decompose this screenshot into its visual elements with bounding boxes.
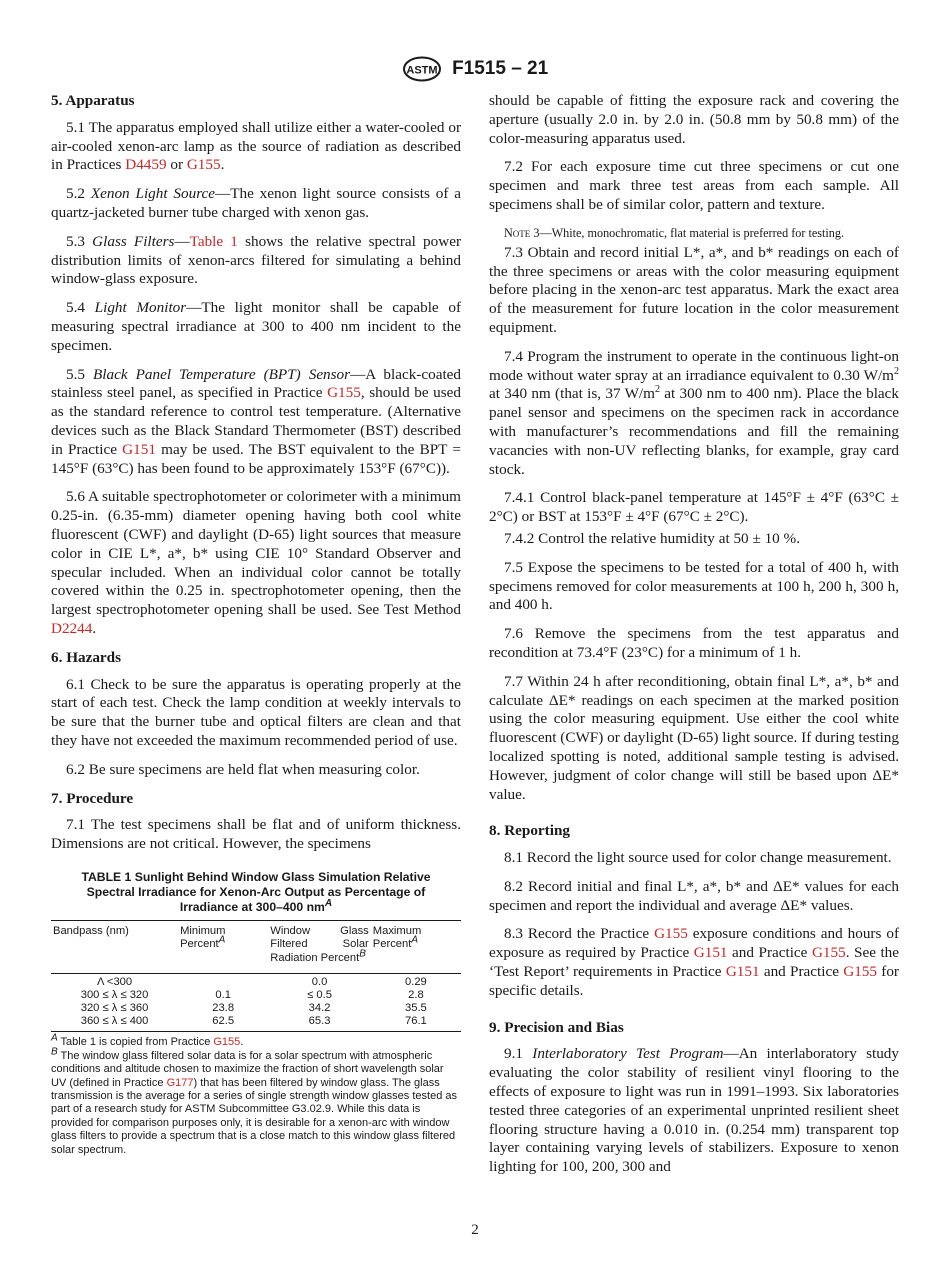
table-header-maximum: Maximum Percent$^A$	[371, 920, 461, 974]
para-6-2: 6.2 Be sure specimens are held flat when measuring color.	[66, 760, 420, 778]
para-8-2: 8.2 Record initial and final L*, a*, b* and ΔE* values for each specimen and report the individual and average ΔE* values.	[489, 877, 899, 914]
table-1-footnotes	[51, 1032, 461, 1157]
section-8-heading: 8. Reporting	[489, 822, 570, 840]
para-7-1-start: 7.1 The test specimens shall be flat and of uniform thickness. Dimensions are not critical. However, the specimens	[51, 816, 461, 853]
section-7-heading: 7. Procedure	[51, 789, 134, 807]
table-header-window-glass: Window Glass Filtered Solar Radiation Percent$^B$	[268, 920, 371, 974]
table-row: 320 ≤ λ ≤ 360 23.8 34.2 35.5	[80, 1002, 427, 1015]
section-6-heading: 6. Hazards	[51, 648, 122, 666]
para-5-2: 5.2 Xenon Light Source—The xenon light source consists of a quartz-jacketed burner tube charged with xenon gas.	[51, 185, 462, 221]
astm-logo-icon	[402, 56, 442, 82]
para-7-4-1: 7.4.1 Control black-panel temperature at 145°F ± 4°F (63°C ± 2°C) or BST at 153°F ± 4°F (67°C ± 2°C).	[489, 489, 899, 526]
ref-g155-link[interactable]: G155	[327, 384, 361, 402]
ref-table-1-link[interactable]: Table 1	[189, 232, 238, 250]
para-5-4: 5.4 Light Monitor—The light monitor shall be capable of measuring spectral irradiance at 300 to 400 nm incident to the specimen.	[51, 299, 461, 354]
table-header-minimum: Minimum Percent$^A$	[178, 920, 268, 974]
para-7-6: 7.6 Remove the specimens from the test apparatus and recondition at 73.4°F (23°C) for a minimum of 1 h.	[489, 625, 899, 661]
table-row: 300 ≤ λ ≤ 320 0.1 ≤ 0.5 2.8	[80, 989, 424, 1002]
ref-g177-link[interactable]: G177	[166, 1076, 194, 1089]
para-8-3: 8.3 Record the Practice G155 exposure conditions and hours of exposure as required by Practice G151 and Practice G155. See the ‘Test Report’ requirements in Practice G151 and Practice G155 for specific details.	[489, 925, 900, 999]
page-number: 2	[471, 1222, 479, 1238]
ref-d2244-link[interactable]: D2244	[51, 619, 93, 637]
para-5-6: 5.6 A suitable spectrophotometer or colorimeter with a minimum 0.25-in. (6.35-mm) diameter opening having both cool white fluorescent (CWF) and daylight (D-65) light sources that measure color in CIE L*, a*, b* using CIE 10° Standard Observer and specular included. When an individual color cannot be totally covered within the 0.25 in. spectrophotometer opening, then the largest spectrophotometer opening shall be used. See Test Method D2244.	[51, 488, 461, 637]
para-7-1-continued: should be capable of fitting the exposure rack and covering the aperture (usually 2.0 in. by 2.0 in. (50.8 mm by 50.8 mm) of the color-measuring apparatus used.	[489, 92, 899, 147]
section-9-heading: 9. Precision and Bias	[489, 1018, 624, 1036]
ref-g155-link[interactable]: G155	[186, 156, 221, 174]
ref-g151-link[interactable]: G151	[725, 963, 760, 981]
ref-g151-link[interactable]: G151	[122, 440, 156, 458]
table-1-grid	[51, 920, 461, 1033]
para-7-4: 7.4 Program the instrument to operate in the continuous light-on mode without water spray at an irradiance equivalent to 0.30 $W/m^2$ at 340 nm (that is, 37 $W/m^2$ at 300 nm to 400 nm). Place the black panel sensor and specimens on the specimen rack in accordance with manufacturer’s recommendations and fill the remaining vacancies with non-UV reflecting blanks, for example, gray card stock.	[489, 347, 899, 478]
para-9-1: 9.1 Interlaboratory Test Program—An interlaboratory study evaluating the color stability of resilient vinyl flooring to the effects of exposure to light was run in 1991–1993. Six laboratories tested three categories of an experimental unprinted resilient sheet flooring structure having a 0.010 in. (0.254 mm) transparent top layer containing varying levels of stabilizers. Exposure to xenon lighting for 100, 200, 300 and	[489, 1045, 899, 1176]
ref-g155-link[interactable]: G155	[213, 1036, 241, 1049]
table-row: Λ <300 0.0 0.29	[96, 976, 427, 989]
para-8-1: 8.1 Record the light source used for color change measurement.	[504, 849, 892, 867]
note-3: Note 3—White, monochromatic, flat material is preferred for testing.	[504, 225, 845, 240]
para-7-3: 7.3 Obtain and record initial L*, a*, and b* readings on each of the three specimens or areas with the color measuring equipment before placing in the xenon-arc test apparatus. Mark the exact area of the measurement for future location in the color measurement equipment.	[489, 243, 899, 336]
page-header	[0, 56, 950, 82]
standard-designation: F1515 – 21	[452, 58, 549, 79]
ref-g155-link[interactable]: G155	[843, 963, 877, 981]
para-7-5: 7.5 Expose the specimens to be tested for a total of 400 h, with specimens removed for color measurements at 100 h, 200 h, 300 h, and 400 h.	[489, 558, 899, 614]
table-1-title: TABLE 1 Sunlight Behind Window Glass Simulation Relative Spectral Irradiance for Xenon-Arc Output as Percentage of Irradiance at 300–400 $nm^A$	[81, 869, 431, 914]
para-7-4-2: 7.4.2 Control the relative humidity at 50 ± 10 %.	[504, 529, 801, 547]
para-7-2: 7.2 For each exposure time cut three specimens or cut one specimen and mark three test areas from each sample. All specimens shall be of similar color, pattern and texture.	[489, 158, 899, 213]
para-5-5: 5.5 Black Panel Temperature (BPT) Sensor—A black-coated stainless steel panel, as specified in Practice G155, should be used as the standard reference to control test temperature. (Alternative devices such as the Black Standard Thermometer (BST) described in Practice G151 may be used. The BST equivalent to the BPT = 145°F (63°C) has been found to be approximately 153°F (67°C)).	[51, 365, 461, 477]
ref-g155-link[interactable]: G155	[654, 925, 688, 943]
ref-d4459-link[interactable]: D4459	[125, 156, 167, 174]
right-column	[489, 92, 899, 1187]
para-5-3: 5.3 Glass Filters—Table 1 shows the relative spectral power distribution limits of xenon-arcs filtered for simulating a behind window-glass exposure.	[51, 232, 461, 288]
ref-g155-link[interactable]: G155	[811, 944, 846, 962]
para-7-7: 7.7 Within 24 h after reconditioning, obtain final L*, a*, b* and calculate ΔE* readings on each specimen at the marked position using the color measuring equipment. Use either the cool white fluorescent (CWF) or daylight (D-65) light source. If during testing localized spotting is noted, additional sample testing is advised. However, judgment of color change will still be based upon ΔE* value.	[489, 672, 899, 803]
table-row: 360 ≤ λ ≤ 400 62.5 65.3 76.1	[51, 1015, 461, 1032]
section-5-heading: 5. Apparatus	[51, 92, 135, 109]
left-column	[51, 92, 461, 1157]
para-5-1: 5.1 The apparatus employed shall utilize either a water-cooled or air-cooled xenon-arc lamp as the source of radiation as described in Practices D4459 or G155.	[51, 118, 461, 174]
table-header-bandpass: Bandpass (nm)	[51, 920, 178, 974]
astm-logo-text: ASTM	[406, 64, 438, 77]
footnote-a: $^A$ Table 1 is copied from Practice G155.	[51, 1032, 244, 1049]
table-1	[51, 870, 461, 1157]
footnote-b: $^B$ The window glass filtered solar data is for a solar spectrum with atmospheric conditions and altitude chosen to maximize the fraction of short wavelength solar UV (defined in Practice G177) that has been filtered by window glass. The glass transmission is the average for a series of single strength window glasses tested as part of a research study for ASTM Subcommittee G3.02.9. While this data is provided for comparison purposes only, it is desirable for a xenon-arc with window glass filters to provide a spectrum that is a close match to this window glass filtered solar spectrum.	[51, 1046, 457, 1156]
para-6-1: 6.1 Check to be sure the apparatus is operating properly at the start of each test. Check the lamp condition at weekly intervals to be sure that the burner tube and optical filters are clean and that they have not exceeded the maximum recommended period of use.	[51, 675, 461, 749]
ref-g151-link[interactable]: G151	[693, 944, 728, 962]
